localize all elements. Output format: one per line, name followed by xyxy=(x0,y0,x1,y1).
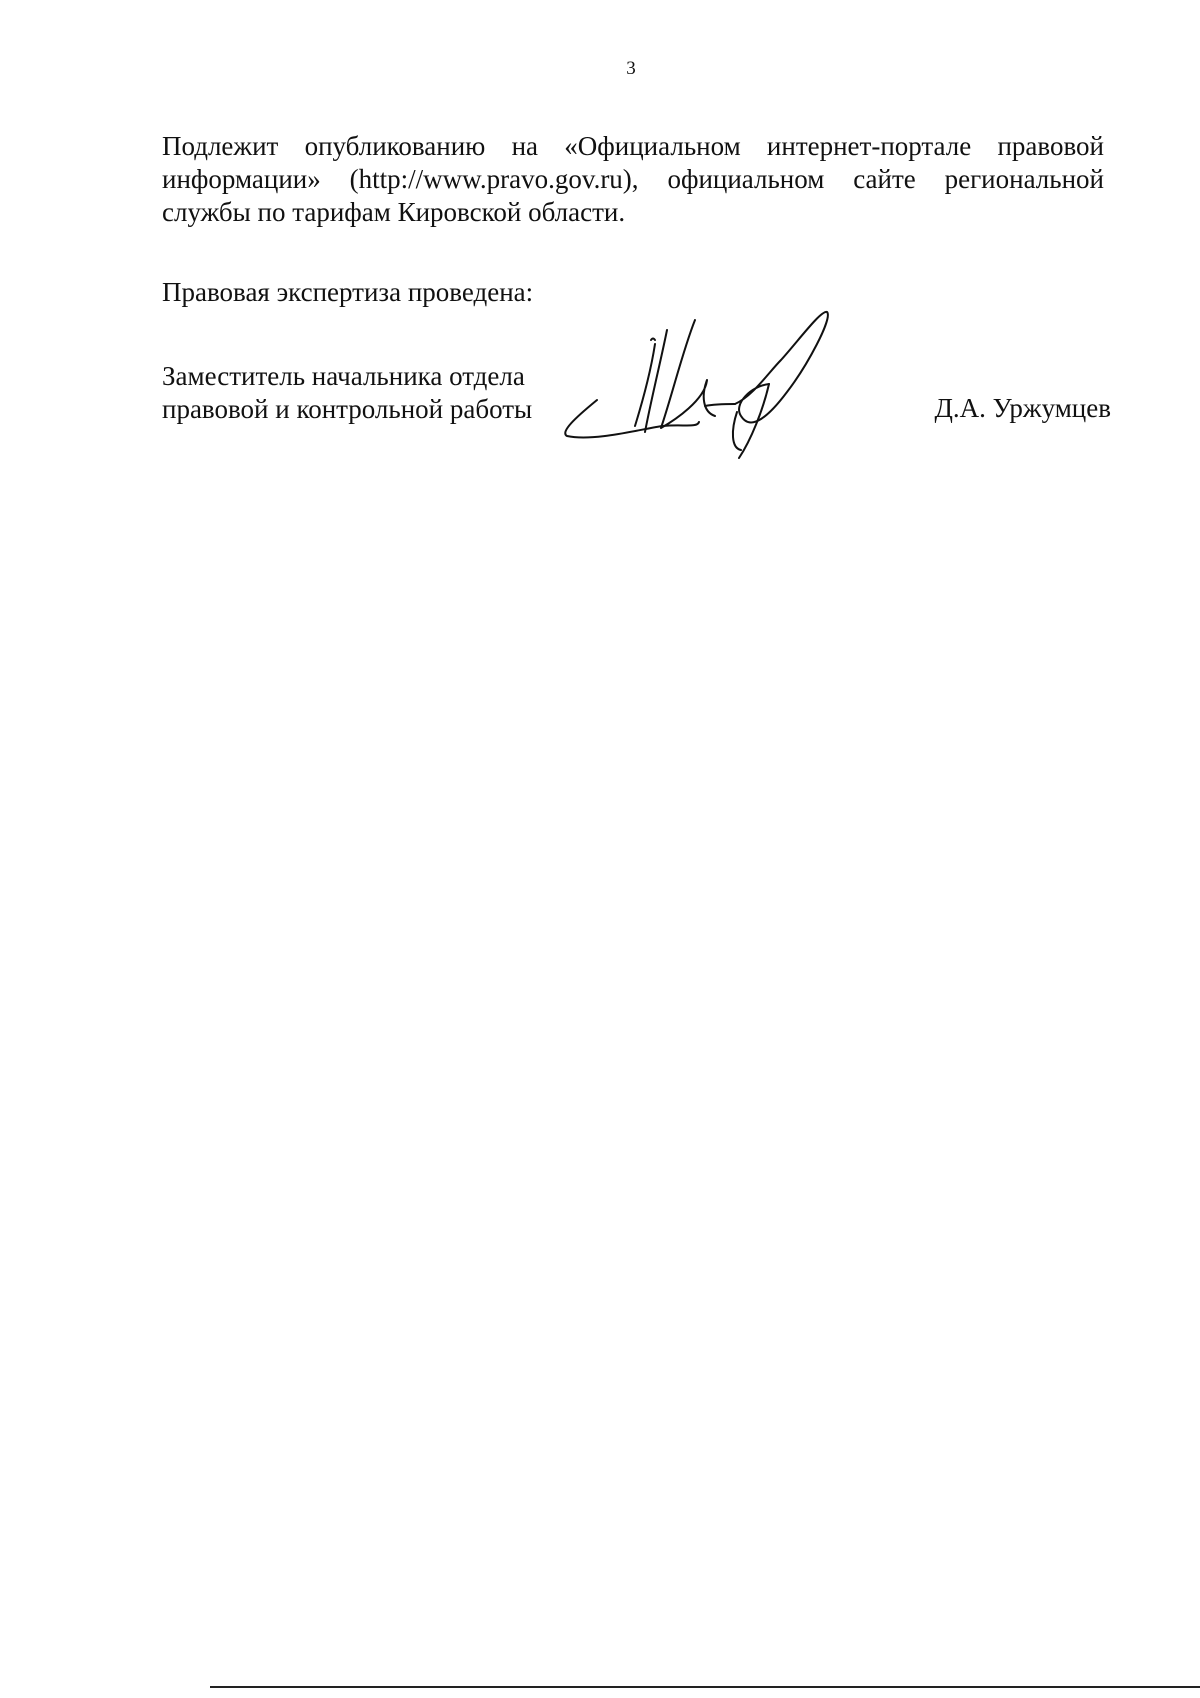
bottom-rule xyxy=(210,1686,1200,1688)
handwritten-signature xyxy=(555,300,865,460)
expertise-label: Правовая экспертиза проведена: xyxy=(162,277,534,307)
position-line-1: Заместитель начальника отдела xyxy=(162,361,525,391)
signatory-position xyxy=(162,360,532,426)
signatory-name: Д.А. Уржумцев xyxy=(934,393,1111,423)
page-number: 3 xyxy=(626,58,636,79)
publication-note: Подлежит опубликованию на «Официальном интернет-портале правовой информации» (http://www.pravo.gov.ru), официальном сайте региональной службы по тарифам Кировской области. xyxy=(162,131,1104,227)
position-line-2: правовой и контрольной работы xyxy=(162,394,533,424)
